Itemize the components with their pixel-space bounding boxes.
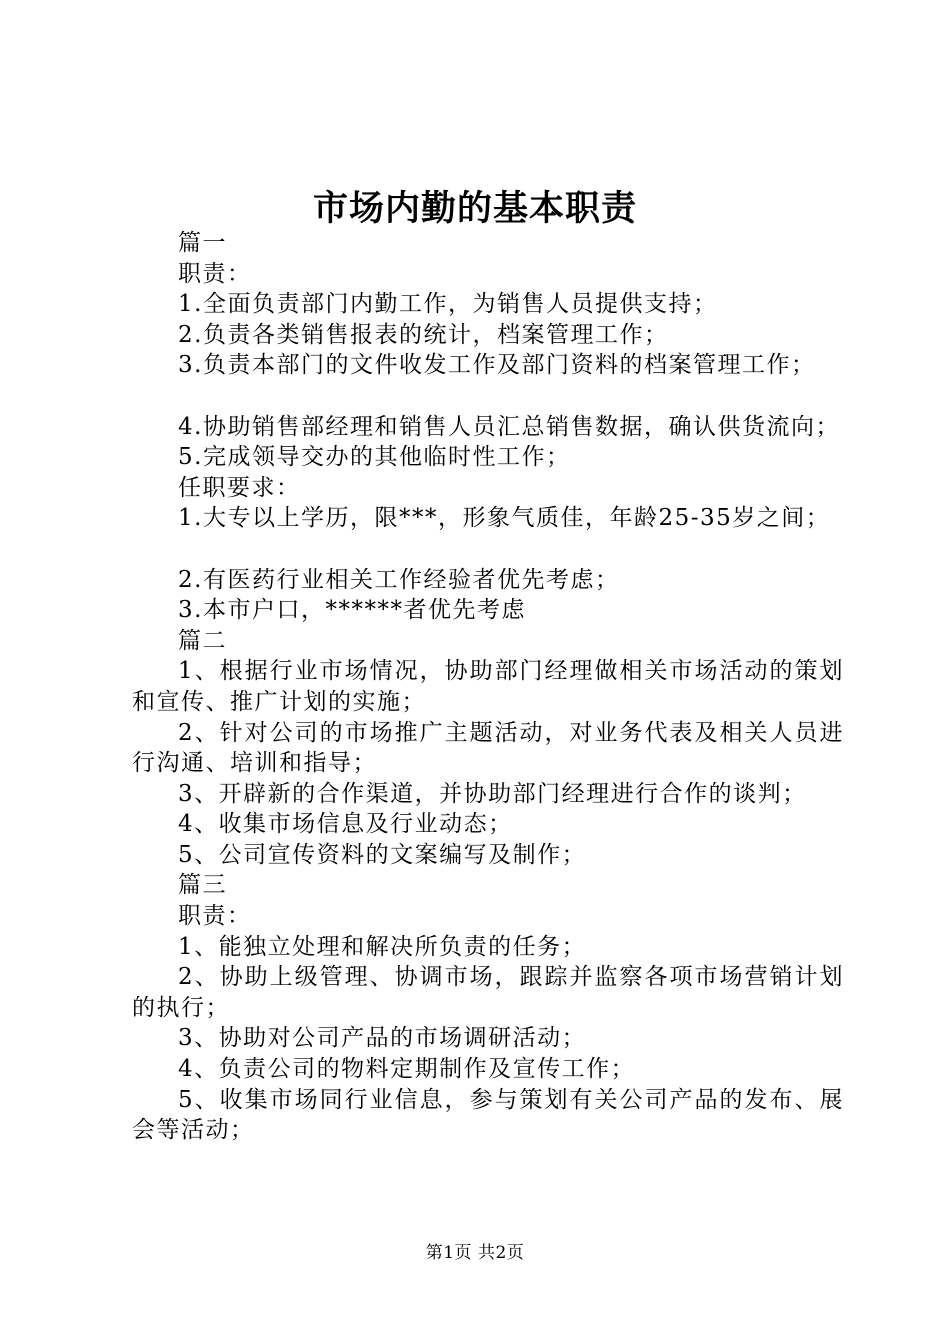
paragraph: 3.负责本部门的文件收发工作及部门资料的档案管理工作；	[178, 352, 816, 379]
paragraph: 1.大专以上学历，限***，形象气质佳，年龄25-35岁之间；	[178, 505, 831, 532]
blank-line	[132, 534, 844, 565]
paragraph: 2、针对公司的市场推广主题活动，对业务代表及相关人员进行沟通、培训和指导；	[132, 719, 844, 777]
paragraph: 1、能独立处理和解决所负责的任务；	[178, 933, 587, 960]
paragraph: 4.协助销售部经理和销售人员汇总销售数据，确认供货流向；	[178, 413, 840, 440]
paragraph: 4、负责公司的物料定期制作及宣传工作；	[178, 1056, 636, 1083]
paragraph: 5、公司宣传资料的文案编写及制作；	[178, 841, 587, 868]
paragraph: 1、根据行业市场情况，协助部门经理做相关市场活动的策划和宣传、推广计划的实施；	[132, 658, 844, 715]
paragraph: 5、收集市场同行业信息，参与策划有关公司产品的发布、展会等活动；	[132, 1086, 844, 1144]
document-title: 市场内勤的基本职责	[312, 188, 637, 229]
paragraph: 2.有医药行业相关工作经验者优先考虑；	[178, 566, 620, 593]
paragraph: 2.负责各类销售报表的统计，档案管理工作；	[178, 321, 669, 348]
paragraph: 3、协助对公司产品的市场调研活动；	[178, 1025, 587, 1052]
paragraph: 5.完成领导交办的其他临时性工作；	[178, 444, 571, 471]
paragraph: 职责：	[178, 903, 252, 930]
paragraph: 篇二	[178, 627, 227, 654]
paragraph: 任职要求：	[178, 474, 301, 501]
paragraph: 篇三	[178, 872, 227, 899]
paragraph: 4、收集市场信息及行业动态；	[178, 811, 513, 838]
paragraph: 1.全面负责部门内勤工作，为销售人员提供支持；	[178, 291, 718, 318]
paragraph: 3.本市户口，******者优先考虑	[178, 597, 526, 624]
paragraph: 职责：	[178, 260, 252, 287]
blank-line	[132, 381, 844, 412]
page-footer: 第1页 共2页	[425, 1243, 525, 1263]
document-body	[132, 228, 844, 1146]
paragraph: 3、开辟新的合作渠道，并协助部门经理进行合作的谈判；	[178, 780, 807, 807]
paragraph: 2、协助上级管理、协调市场，跟踪并监察各项市场营销计划的执行；	[132, 964, 844, 1021]
paragraph: 篇一	[178, 230, 227, 256]
